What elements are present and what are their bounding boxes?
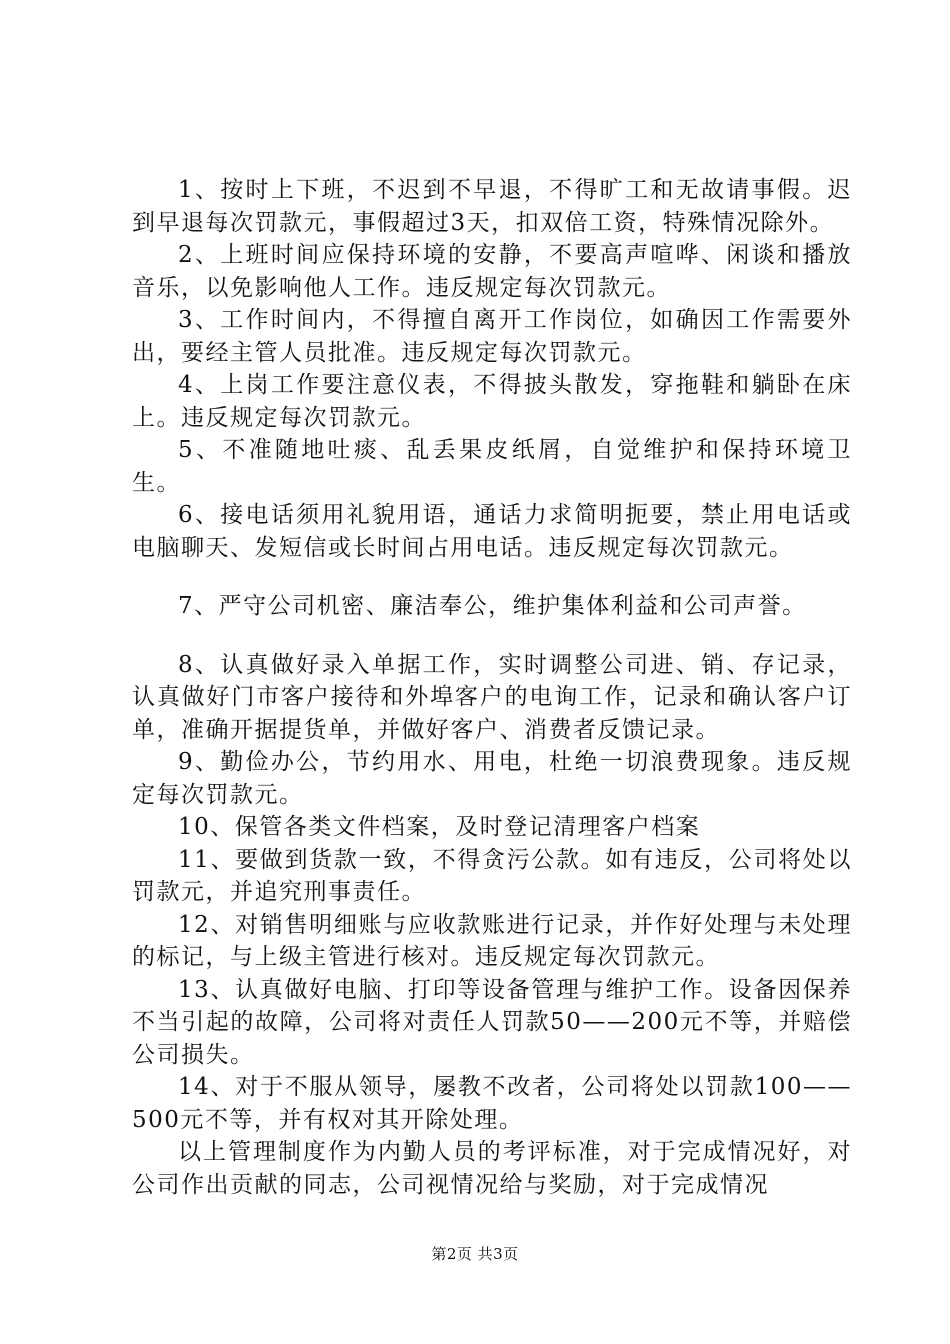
paragraph-rule-10: 10、保管各类文件档案，及时登记清理客户档案 [178,814,701,840]
paragraph-rule-6: 6、接电话须用礼貌用语，通话力求简明扼要，禁止用电话或电脑聊天、发短信或长时间占用电话。违反规定每次罚款元。 [132,502,852,561]
document-body [132,174,852,1201]
paragraph-rule-4: 4、上岗工作要注意仪表，不得披头散发，穿拖鞋和躺卧在床上。违反规定每次罚款元。 [132,372,852,431]
paragraph-rule-3: 3、工作时间内，不得擅自离开工作岗位，如确因工作需要外出，要经主管人员批准。违反规定每次罚款元。 [132,307,852,366]
paragraph-rule-11: 11、要做到货款一致，不得贪污公款。如有违反，公司将处以罚款元，并追究刑事责任。 [132,846,852,905]
paragraph-rule-2: 2、上班时间应保持环境的安静，不要高声喧哗、闲谈和播放音乐，以免影响他人工作。违反规定每次罚款元。 [132,242,852,301]
paragraph-rule-12: 12、对销售明细账与应收款账进行记录，并作好处理与未处理的标记，与上级主管进行核对。违反规定每次罚款元。 [132,911,852,970]
paragraph-rule-7: 7、严守公司机密、廉洁奉公，维护集体利益和公司声誉。 [178,593,807,619]
paragraph-rule-8: 8、认真做好录入单据工作，实时调整公司进、销、存记录，认真做好门市客户接待和外埠客户的电询工作，记录和确认客户订单，准确开据提货单，并做好客户、消费者反馈记录。 [132,651,852,743]
paragraph-rule-9: 9、勤俭办公，节约用水、用电，杜绝一切浪费现象。违反规定每次罚款元。 [132,749,852,808]
paragraph-summary: 以上管理制度作为内勤人员的考评标准，对于完成情况好，对公司作出贡献的同志，公司视情况给与奖励，对于完成情况 [132,1139,852,1198]
paragraph-rule-1: 1、按时上下班，不迟到不早退，不得旷工和无故请事假。迟到早退每次罚款元，事假超过3天，扣双倍工资，特殊情况除外。 [132,177,852,236]
paragraph-rule-13: 13、认真做好电脑、打印等设备管理与维护工作。设备因保养不当引起的故障，公司将对责任人罚款50——200元不等，并赔偿公司损失。 [132,976,852,1068]
paragraph-rule-5: 5、不准随地吐痰、乱丢果皮纸屑，自觉维护和保持环境卫生。 [132,437,852,496]
paragraph-rule-14: 14、对于不服从领导，屡教不改者，公司将处以罚款100——500元不等，并有权对其开除处理。 [132,1074,852,1133]
page-number-footer: 第2页 共3页 [431,1245,519,1263]
